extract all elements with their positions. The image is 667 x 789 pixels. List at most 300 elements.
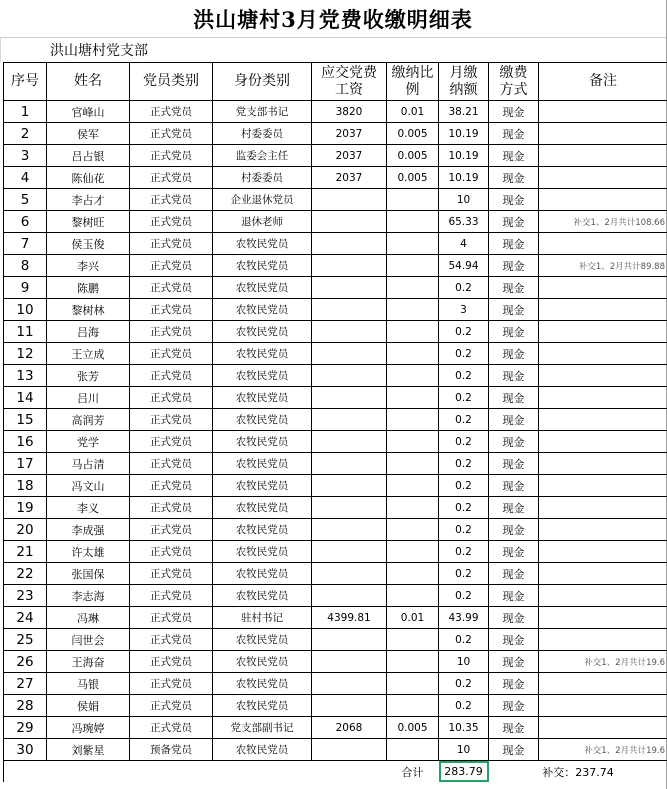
- cell-method[interactable]: 现金: [489, 673, 539, 695]
- cell-identity[interactable]: 农牧民党员: [213, 629, 312, 651]
- cell-remark[interactable]: 补交1、2月共计108.66: [539, 211, 667, 233]
- cell-method[interactable]: 现金: [489, 629, 539, 651]
- cell-salary[interactable]: 2037: [312, 145, 387, 167]
- cell-identity[interactable]: 农牧民党员: [213, 365, 312, 387]
- cell-member-type[interactable]: 正式党员: [130, 673, 213, 695]
- cell-method[interactable]: 现金: [489, 299, 539, 321]
- cell-seq[interactable]: 7: [4, 233, 47, 255]
- cell-ratio[interactable]: 0.005: [387, 167, 439, 189]
- table-row: [4, 629, 667, 651]
- cell-method[interactable]: 现金: [489, 167, 539, 189]
- header-ratio[interactable]: 缴纳比 例: [387, 63, 439, 101]
- cell-member-type[interactable]: 正式党员: [130, 387, 213, 409]
- header-remark[interactable]: 备注: [539, 63, 667, 101]
- cell-seq[interactable]: 15: [4, 409, 47, 431]
- cell-method[interactable]: 现金: [489, 365, 539, 387]
- cell-ratio[interactable]: [387, 695, 439, 717]
- cell-ratio[interactable]: 0.01: [387, 607, 439, 629]
- total-row-blank[interactable]: [4, 761, 387, 783]
- cell-name[interactable]: 张国保: [47, 563, 130, 585]
- cell-name[interactable]: 官峰山: [47, 101, 130, 123]
- cell-seq[interactable]: 10: [4, 299, 47, 321]
- cell-ratio[interactable]: 0.01: [387, 101, 439, 123]
- cell-identity[interactable]: 党支部副书记: [213, 717, 312, 739]
- cell-monthly[interactable]: 43.99: [439, 607, 489, 629]
- cell-seq[interactable]: 28: [4, 695, 47, 717]
- cell-identity[interactable]: 农牧民党员: [213, 673, 312, 695]
- cell-member-type[interactable]: 正式党员: [130, 563, 213, 585]
- cell-salary[interactable]: [312, 585, 387, 607]
- cell-identity[interactable]: 农牧民党员: [213, 739, 312, 761]
- cell-seq[interactable]: 29: [4, 717, 47, 739]
- fee-table: [3, 62, 667, 782]
- cell-name[interactable]: 李兴: [47, 255, 130, 277]
- cell-identity[interactable]: 农牧民党员: [213, 255, 312, 277]
- cell-name[interactable]: 许太雄: [47, 541, 130, 563]
- cell-name[interactable]: 党学: [47, 431, 130, 453]
- cell-member-type[interactable]: 正式党员: [130, 475, 213, 497]
- cell-ratio[interactable]: [387, 541, 439, 563]
- cell-monthly[interactable]: 0.2: [439, 629, 489, 651]
- cell-monthly[interactable]: 0.2: [439, 475, 489, 497]
- cell-name[interactable]: 黎树林: [47, 299, 130, 321]
- cell-ratio[interactable]: [387, 211, 439, 233]
- cell-member-type[interactable]: 正式党员: [130, 541, 213, 563]
- cell-identity[interactable]: 农牧民党员: [213, 563, 312, 585]
- cell-seq[interactable]: 11: [4, 321, 47, 343]
- cell-name[interactable]: 马银: [47, 673, 130, 695]
- cell-monthly[interactable]: 54.94: [439, 255, 489, 277]
- makeup-total[interactable]: 补交：237.74: [542, 765, 614, 779]
- cell-ratio[interactable]: [387, 189, 439, 211]
- cell-ratio[interactable]: 0.005: [387, 717, 439, 739]
- header-identity[interactable]: 身份类别: [213, 63, 312, 101]
- cell-monthly[interactable]: 0.2: [439, 519, 489, 541]
- cell-method[interactable]: 现金: [489, 387, 539, 409]
- cell-salary[interactable]: [312, 211, 387, 233]
- cell-identity[interactable]: 农牧民党员: [213, 431, 312, 453]
- table-row: [4, 123, 667, 145]
- cell-salary[interactable]: 4399.81: [312, 607, 387, 629]
- cell-name[interactable]: 吕占银: [47, 145, 130, 167]
- cell-remark[interactable]: [539, 497, 667, 519]
- cell-remark[interactable]: [539, 387, 667, 409]
- cell-name[interactable]: 刘紫星: [47, 739, 130, 761]
- cell-member-type[interactable]: 正式党员: [130, 167, 213, 189]
- cell-remark[interactable]: [539, 167, 667, 189]
- cell-seq[interactable]: 25: [4, 629, 47, 651]
- cell-name[interactable]: 吕海: [47, 321, 130, 343]
- cell-member-type[interactable]: 正式党员: [130, 299, 213, 321]
- cell-name[interactable]: 王立成: [47, 343, 130, 365]
- cell-monthly[interactable]: 0.2: [439, 343, 489, 365]
- cell-method[interactable]: 现金: [489, 211, 539, 233]
- cell-member-type[interactable]: 正式党员: [130, 453, 213, 475]
- table-row: [4, 167, 667, 189]
- cell-member-type[interactable]: 正式党员: [130, 211, 213, 233]
- cell-member-type[interactable]: 正式党员: [130, 409, 213, 431]
- cell-ratio[interactable]: [387, 233, 439, 255]
- cell-remark[interactable]: 补交1、2月共计19.6: [539, 651, 667, 673]
- cell-ratio[interactable]: [387, 497, 439, 519]
- cell-salary[interactable]: [312, 563, 387, 585]
- cell-name[interactable]: 冯琬婷: [47, 717, 130, 739]
- cell-monthly[interactable]: 10: [439, 739, 489, 761]
- cell-salary[interactable]: [312, 343, 387, 365]
- cell-salary[interactable]: [312, 453, 387, 475]
- cell-method[interactable]: 现金: [489, 497, 539, 519]
- cell-name[interactable]: 李占才: [47, 189, 130, 211]
- cell-remark[interactable]: [539, 475, 667, 497]
- cell-salary[interactable]: [312, 629, 387, 651]
- cell-remark[interactable]: [539, 145, 667, 167]
- cell-name[interactable]: 李义: [47, 497, 130, 519]
- cell-monthly[interactable]: 0.2: [439, 673, 489, 695]
- cell-remark[interactable]: [539, 541, 667, 563]
- cell-method[interactable]: 现金: [489, 277, 539, 299]
- cell-salary[interactable]: [312, 365, 387, 387]
- cell-identity[interactable]: 农牧民党员: [213, 277, 312, 299]
- header-method[interactable]: 缴费 方式: [489, 63, 539, 101]
- cell-monthly[interactable]: 0.2: [439, 409, 489, 431]
- cell-name[interactable]: 陈仙花: [47, 167, 130, 189]
- cell-identity[interactable]: 村委委员: [213, 123, 312, 145]
- cell-seq[interactable]: 19: [4, 497, 47, 519]
- cell-monthly[interactable]: 65.33: [439, 211, 489, 233]
- cell-name[interactable]: 冯文山: [47, 475, 130, 497]
- cell-method[interactable]: 现金: [489, 607, 539, 629]
- cell-remark[interactable]: [539, 607, 667, 629]
- cell-ratio[interactable]: [387, 629, 439, 651]
- cell-salary[interactable]: [312, 695, 387, 717]
- cell-method[interactable]: 现金: [489, 189, 539, 211]
- cell-remark[interactable]: [539, 233, 667, 255]
- table-row: [4, 497, 667, 519]
- cell-monthly[interactable]: 10: [439, 189, 489, 211]
- cell-ratio[interactable]: [387, 739, 439, 761]
- cell-salary[interactable]: 2037: [312, 123, 387, 145]
- cell-identity[interactable]: 农牧民党员: [213, 409, 312, 431]
- cell-name[interactable]: 侯军: [47, 123, 130, 145]
- cell-salary[interactable]: [312, 189, 387, 211]
- cell-ratio[interactable]: [387, 277, 439, 299]
- cell-monthly[interactable]: 0.2: [439, 497, 489, 519]
- cell-name[interactable]: 冯琳: [47, 607, 130, 629]
- cell-salary[interactable]: [312, 387, 387, 409]
- cell-remark[interactable]: [539, 409, 667, 431]
- cell-monthly[interactable]: 10.19: [439, 123, 489, 145]
- cell-seq[interactable]: 26: [4, 651, 47, 673]
- cell-remark[interactable]: [539, 101, 667, 123]
- cell-seq[interactable]: 20: [4, 519, 47, 541]
- cell-remark[interactable]: [539, 321, 667, 343]
- cell-member-type[interactable]: 预备党员: [130, 739, 213, 761]
- cell-name[interactable]: 侯玉俊: [47, 233, 130, 255]
- cell-method[interactable]: 现金: [489, 101, 539, 123]
- cell-identity[interactable]: 退休老师: [213, 211, 312, 233]
- cell-ratio[interactable]: [387, 321, 439, 343]
- cell-monthly[interactable]: 0.2: [439, 277, 489, 299]
- cell-salary[interactable]: [312, 409, 387, 431]
- cell-method[interactable]: 现金: [489, 475, 539, 497]
- cell-member-type[interactable]: 正式党员: [130, 123, 213, 145]
- table-row: [4, 233, 667, 255]
- header-name[interactable]: 姓名: [47, 63, 130, 101]
- cell-member-type[interactable]: 正式党员: [130, 629, 213, 651]
- cell-member-type[interactable]: 正式党员: [130, 145, 213, 167]
- cell-seq[interactable]: 5: [4, 189, 47, 211]
- cell-ratio[interactable]: [387, 387, 439, 409]
- header-monthly[interactable]: 月缴 纳额: [439, 63, 489, 101]
- cell-seq[interactable]: 12: [4, 343, 47, 365]
- cell-ratio[interactable]: [387, 673, 439, 695]
- cell-monthly[interactable]: 10.35: [439, 717, 489, 739]
- cell-seq[interactable]: 27: [4, 673, 47, 695]
- cell-seq[interactable]: 24: [4, 607, 47, 629]
- cell-seq[interactable]: 14: [4, 387, 47, 409]
- total-label[interactable]: 合计: [401, 765, 424, 779]
- cell-remark[interactable]: [539, 717, 667, 739]
- cell-monthly[interactable]: 0.2: [439, 321, 489, 343]
- cell-salary[interactable]: [312, 431, 387, 453]
- cell-method[interactable]: 现金: [489, 651, 539, 673]
- cell-ratio[interactable]: [387, 585, 439, 607]
- cell-remark[interactable]: [539, 365, 667, 387]
- cell-method[interactable]: 现金: [489, 145, 539, 167]
- cell-monthly[interactable]: 0.2: [439, 563, 489, 585]
- table-row: [4, 101, 667, 123]
- cell-seq[interactable]: 3: [4, 145, 47, 167]
- table-row: [4, 189, 667, 211]
- cell-name[interactable]: 陈鹏: [47, 277, 130, 299]
- cell-name[interactable]: 闫世会: [47, 629, 130, 651]
- cell-salary[interactable]: [312, 233, 387, 255]
- cell-remark[interactable]: [539, 123, 667, 145]
- cell-remark[interactable]: [539, 695, 667, 717]
- cell-remark[interactable]: [539, 453, 667, 475]
- header-member-type[interactable]: 党员类别: [130, 63, 213, 101]
- cell-ratio[interactable]: [387, 519, 439, 541]
- branch-name-cell[interactable]: 洪山塘村党支部: [0, 37, 666, 62]
- cell-ratio[interactable]: [387, 299, 439, 321]
- cell-seq[interactable]: 30: [4, 739, 47, 761]
- cell-method[interactable]: 现金: [489, 519, 539, 541]
- cell-salary[interactable]: [312, 475, 387, 497]
- cell-method[interactable]: 现金: [489, 585, 539, 607]
- cell-salary[interactable]: [312, 497, 387, 519]
- cell-name[interactable]: 吕川: [47, 387, 130, 409]
- cell-identity[interactable]: 农牧民党员: [213, 497, 312, 519]
- cell-remark[interactable]: [539, 299, 667, 321]
- cell-identity[interactable]: 党支部书记: [213, 101, 312, 123]
- cell-member-type[interactable]: 正式党员: [130, 365, 213, 387]
- cell-member-type[interactable]: 正式党员: [130, 255, 213, 277]
- cell-salary[interactable]: 2037: [312, 167, 387, 189]
- cell-salary[interactable]: [312, 673, 387, 695]
- cell-method[interactable]: 现金: [489, 123, 539, 145]
- cell-salary[interactable]: [312, 541, 387, 563]
- cell-method[interactable]: 现金: [489, 409, 539, 431]
- cell-method[interactable]: 现金: [489, 541, 539, 563]
- cell-monthly[interactable]: 0.2: [439, 431, 489, 453]
- cell-salary[interactable]: 2068: [312, 717, 387, 739]
- cell-seq[interactable]: 6: [4, 211, 47, 233]
- cell-identity[interactable]: 农牧民党员: [213, 651, 312, 673]
- cell-seq[interactable]: 22: [4, 563, 47, 585]
- cell-name[interactable]: 侯娟: [47, 695, 130, 717]
- cell-identity[interactable]: 企业退休党员: [213, 189, 312, 211]
- cell-seq[interactable]: 18: [4, 475, 47, 497]
- cell-monthly[interactable]: 38.21: [439, 101, 489, 123]
- cell-monthly[interactable]: 0.2: [439, 387, 489, 409]
- cell-monthly[interactable]: 10.19: [439, 145, 489, 167]
- cell-remark[interactable]: [539, 673, 667, 695]
- cell-ratio[interactable]: [387, 563, 439, 585]
- cell-identity[interactable]: 农牧民党员: [213, 387, 312, 409]
- cell-name[interactable]: 李志海: [47, 585, 130, 607]
- cell-member-type[interactable]: 正式党员: [130, 519, 213, 541]
- cell-remark[interactable]: 补交1、2月共计89.88: [539, 255, 667, 277]
- cell-remark[interactable]: [539, 629, 667, 651]
- table-row: [4, 431, 667, 453]
- cell-salary[interactable]: [312, 739, 387, 761]
- sheet-title[interactable]: 洪山塘村3月党费收缴明细表: [193, 6, 473, 32]
- cell-identity[interactable]: 农牧民党员: [213, 453, 312, 475]
- cell-ratio[interactable]: [387, 453, 439, 475]
- cell-identity[interactable]: 农牧民党员: [213, 585, 312, 607]
- cell-identity[interactable]: 农牧民党员: [213, 541, 312, 563]
- cell-identity[interactable]: 村委委员: [213, 167, 312, 189]
- cell-member-type[interactable]: 正式党员: [130, 585, 213, 607]
- cell-method[interactable]: 现金: [489, 255, 539, 277]
- cell-member-type[interactable]: 正式党员: [130, 431, 213, 453]
- cell-member-type[interactable]: 正式党员: [130, 497, 213, 519]
- cell-seq[interactable]: 1: [4, 101, 47, 123]
- cell-identity[interactable]: 驻村书记: [213, 607, 312, 629]
- table-row: [4, 673, 667, 695]
- cell-seq[interactable]: 17: [4, 453, 47, 475]
- cell-method[interactable]: 现金: [489, 431, 539, 453]
- cell-member-type[interactable]: 正式党员: [130, 717, 213, 739]
- cell-identity[interactable]: 农牧民党员: [213, 321, 312, 343]
- cell-ratio[interactable]: 0.005: [387, 123, 439, 145]
- cell-seq[interactable]: 16: [4, 431, 47, 453]
- cell-salary[interactable]: [312, 321, 387, 343]
- cell-salary[interactable]: [312, 299, 387, 321]
- table-row: [4, 651, 667, 673]
- cell-member-type[interactable]: 正式党员: [130, 233, 213, 255]
- cell-method[interactable]: 现金: [489, 343, 539, 365]
- cell-seq[interactable]: 8: [4, 255, 47, 277]
- cell-identity[interactable]: 农牧民党员: [213, 519, 312, 541]
- cell-member-type[interactable]: 正式党员: [130, 277, 213, 299]
- cell-name[interactable]: 李成强: [47, 519, 130, 541]
- cell-method[interactable]: 现金: [489, 321, 539, 343]
- cell-identity[interactable]: 农牧民党员: [213, 343, 312, 365]
- cell-ratio[interactable]: [387, 431, 439, 453]
- cell-name[interactable]: 马占清: [47, 453, 130, 475]
- cell-salary[interactable]: [312, 651, 387, 673]
- cell-remark[interactable]: [539, 189, 667, 211]
- cell-seq[interactable]: 2: [4, 123, 47, 145]
- cell-method[interactable]: 现金: [489, 233, 539, 255]
- total-amount-cell[interactable]: 283.79: [439, 761, 489, 783]
- cell-member-type[interactable]: 正式党员: [130, 695, 213, 717]
- cell-salary[interactable]: 3820: [312, 101, 387, 123]
- cell-member-type[interactable]: 正式党员: [130, 101, 213, 123]
- table-row: [4, 563, 667, 585]
- cell-identity[interactable]: 农牧民党员: [213, 695, 312, 717]
- cell-identity[interactable]: 农牧民党员: [213, 233, 312, 255]
- cell-ratio[interactable]: [387, 651, 439, 673]
- cell-remark[interactable]: [539, 343, 667, 365]
- cell-remark[interactable]: [539, 563, 667, 585]
- cell-remark[interactable]: [539, 519, 667, 541]
- cell-monthly[interactable]: 0.2: [439, 541, 489, 563]
- cell-monthly[interactable]: 0.2: [439, 585, 489, 607]
- cell-identity[interactable]: 农牧民党员: [213, 475, 312, 497]
- header-salary[interactable]: 应交党费 工资: [312, 63, 387, 101]
- cell-monthly[interactable]: 0.2: [439, 453, 489, 475]
- cell-identity[interactable]: 监委会主任: [213, 145, 312, 167]
- cell-method[interactable]: 现金: [489, 453, 539, 475]
- cell-identity[interactable]: 农牧民党员: [213, 299, 312, 321]
- cell-ratio[interactable]: 0.005: [387, 145, 439, 167]
- cell-ratio[interactable]: [387, 409, 439, 431]
- cell-monthly[interactable]: 10: [439, 651, 489, 673]
- cell-ratio[interactable]: [387, 255, 439, 277]
- cell-seq[interactable]: 13: [4, 365, 47, 387]
- cell-salary[interactable]: [312, 519, 387, 541]
- cell-ratio[interactable]: [387, 475, 439, 497]
- cell-salary[interactable]: [312, 277, 387, 299]
- cell-method[interactable]: 现金: [489, 563, 539, 585]
- header-seq[interactable]: 序号: [4, 63, 47, 101]
- cell-salary[interactable]: [312, 255, 387, 277]
- cell-name[interactable]: 王海奋: [47, 651, 130, 673]
- cell-seq[interactable]: 4: [4, 167, 47, 189]
- cell-member-type[interactable]: 正式党员: [130, 651, 213, 673]
- cell-ratio[interactable]: [387, 343, 439, 365]
- cell-name[interactable]: 张芳: [47, 365, 130, 387]
- cell-ratio[interactable]: [387, 365, 439, 387]
- cell-seq[interactable]: 9: [4, 277, 47, 299]
- cell-member-type[interactable]: 正式党员: [130, 343, 213, 365]
- cell-method[interactable]: 现金: [489, 717, 539, 739]
- cell-method[interactable]: 现金: [489, 739, 539, 761]
- cell-monthly[interactable]: 4: [439, 233, 489, 255]
- table-row: [4, 145, 667, 167]
- cell-monthly[interactable]: 0.2: [439, 365, 489, 387]
- cell-member-type[interactable]: 正式党员: [130, 607, 213, 629]
- cell-name[interactable]: 高润芳: [47, 409, 130, 431]
- table-row: [4, 365, 667, 387]
- cell-name[interactable]: 黎树旺: [47, 211, 130, 233]
- cell-monthly[interactable]: 10.19: [439, 167, 489, 189]
- cell-seq[interactable]: 23: [4, 585, 47, 607]
- cell-member-type[interactable]: 正式党员: [130, 189, 213, 211]
- cell-remark[interactable]: [539, 585, 667, 607]
- cell-member-type[interactable]: 正式党员: [130, 321, 213, 343]
- cell-remark[interactable]: [539, 277, 667, 299]
- cell-monthly[interactable]: 3: [439, 299, 489, 321]
- table-row: [4, 299, 667, 321]
- cell-remark[interactable]: [539, 431, 667, 453]
- cell-seq[interactable]: 21: [4, 541, 47, 563]
- cell-monthly[interactable]: 0.2: [439, 695, 489, 717]
- cell-method[interactable]: 现金: [489, 695, 539, 717]
- cell-remark[interactable]: 补交1、2月共计19.6: [539, 739, 667, 761]
